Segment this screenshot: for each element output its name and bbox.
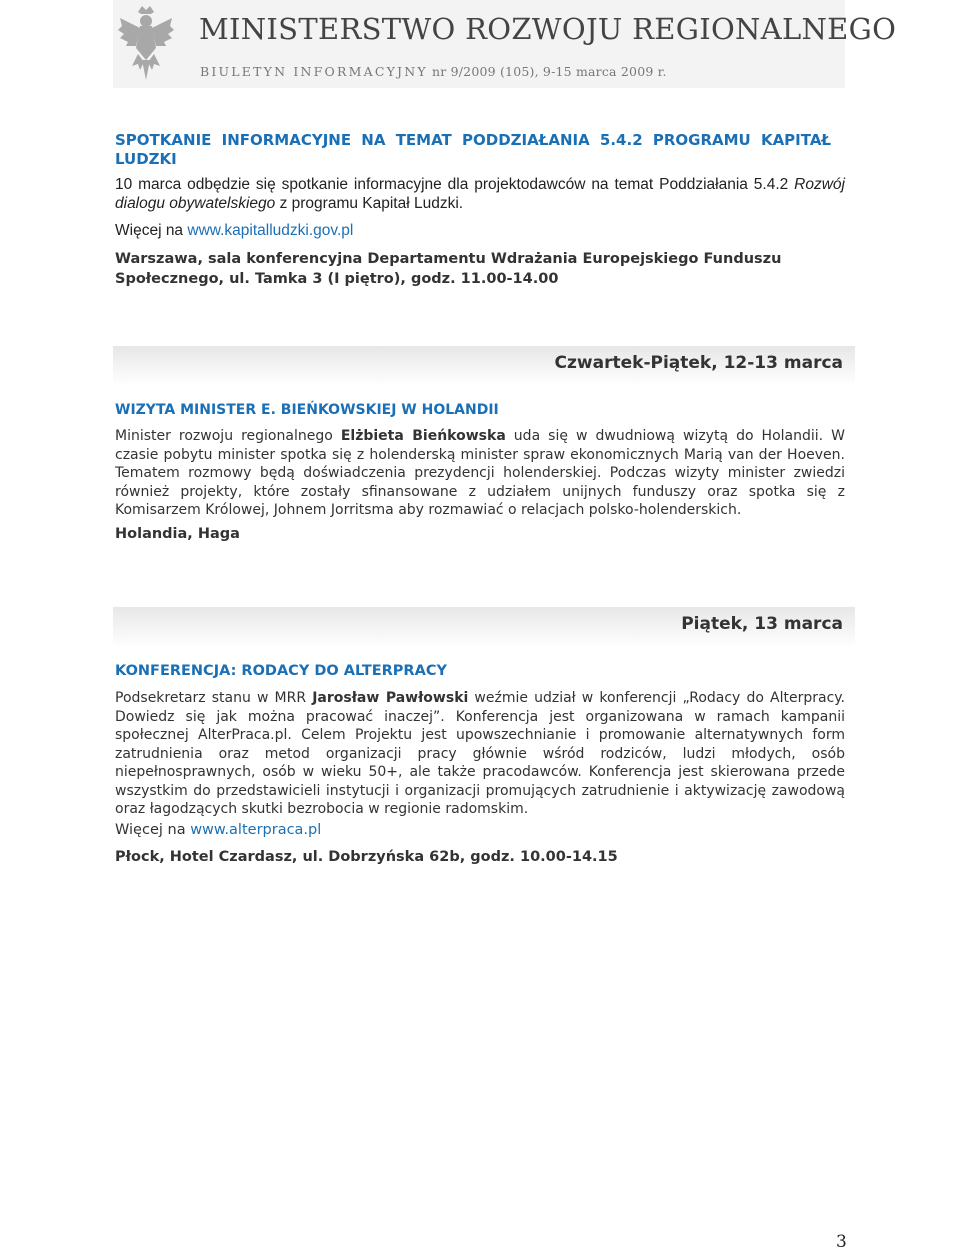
publisher-title: MINISTERSTWO ROZWOJU REGIONALNEGO	[199, 12, 897, 46]
section3-text-before: Podsekretarz stanu w MRR	[115, 690, 313, 706]
section1-more-label: Więcej na	[115, 222, 188, 239]
section3-text-bold: Jarosław Pawłowski	[312, 690, 469, 706]
section3-title: KONFERENCJA: RODACY DO ALTERPRACY	[115, 663, 447, 679]
section1-text-italic: Rozwój dialogu obywatelskiego	[115, 176, 845, 212]
section3-more	[115, 822, 321, 838]
section2-text-before: Minister rozwoju regionalnego	[115, 428, 341, 444]
section1-location: Warszawa, sala konferencyjna Departamentu Wdrażania Europejskiego Funduszu Społecznego, ul. Tamka 3 (I piętro), godz. 11.00-14.00	[115, 251, 782, 287]
page-number: 3	[836, 1232, 847, 1252]
section3-location: Płock, Hotel Czardasz, ul. Dobrzyńska 62b, godz. 10.00-14.15	[115, 849, 618, 865]
section2-title: WIZYTA MINISTER E. BIEŃKOWSKIEJ W HOLANDII	[115, 402, 499, 418]
section3-more-link[interactable]: www.alterpraca.pl	[190, 822, 322, 838]
bulletin-issue: nr 9/2009 (105), 9-15 marca 2009 r.	[427, 64, 667, 79]
section1-text-after: z programu Kapitał Ludzki.	[275, 195, 464, 212]
bulletin-subtitle	[200, 64, 667, 79]
section2-location: Holandia, Haga	[115, 526, 240, 542]
section3-more-label: Więcej na	[115, 822, 191, 838]
section2-text-after: uda się w dwudniową wizytą do Holandii. W czasie pobytu minister spotka się z holenderską minister spraw ekonomicznych Marią van der Hoeven. Tematem rozmowy będą doświadczenia prezydencji holenderskiej. Podczas wizyty minister zwiedzi również projekty, które zostały sfinansowane z udziałem unijnych funduszy oraz spotka się z Komisarzem Królowej, Johnem Jorritsma aby rozmawiać o relacjach polsko-holenderskich.	[115, 428, 845, 518]
section1-more	[115, 222, 353, 240]
section1-text-before: 10 marca odbędzie się spotkanie informacyjne dla projektodawców na temat Poddziałania 5.4.2	[115, 176, 795, 193]
section2-paragraph	[115, 427, 845, 520]
section2-text-bold: Elżbieta Bieńkowska	[340, 428, 506, 444]
polish-eagle-emblem-icon	[116, 4, 176, 82]
section1-more-link[interactable]: www.kapitalludzki.gov.pl	[187, 222, 354, 239]
section2-date: Czwartek-Piątek, 12-13 marca	[554, 353, 843, 373]
section1-paragraph	[115, 175, 845, 213]
section1-title: SPOTKANIE INFORMACYJNE NA TEMAT PODDZIAŁANIA 5.4.2 PROGRAMU KAPITAŁ LUDZKI	[115, 131, 832, 168]
section3-text-after: weźmie udział w konferencji „Rodacy do Alterpracy. Dowiedz się jak można pracować inaczej”. Konferencja jest organizowana w ramach kampanii społecznej AlterPraca.pl. Celem Projektu jest upowszechnianie i promowanie alternatywnych form zatrudnienia oraz metod organizacji pracy głównie wśród rodziców, ludzi młodych, osób niepełnosprawnych, osób w wieku 50+, ale także pracodawców. Konferencja jest skierowana przede wszystkim do przedstawicieli instytucji i organizacji promujących zatrudnienie i aktywizację zawodową oraz łagodzących skutki bezrobocia w regionie radomskim.	[115, 690, 845, 817]
section3-date: Piątek, 13 marca	[681, 614, 843, 634]
bulletin-name: BIULETYN INFORMACYJNY	[200, 64, 428, 79]
section3-paragraph	[115, 689, 845, 819]
